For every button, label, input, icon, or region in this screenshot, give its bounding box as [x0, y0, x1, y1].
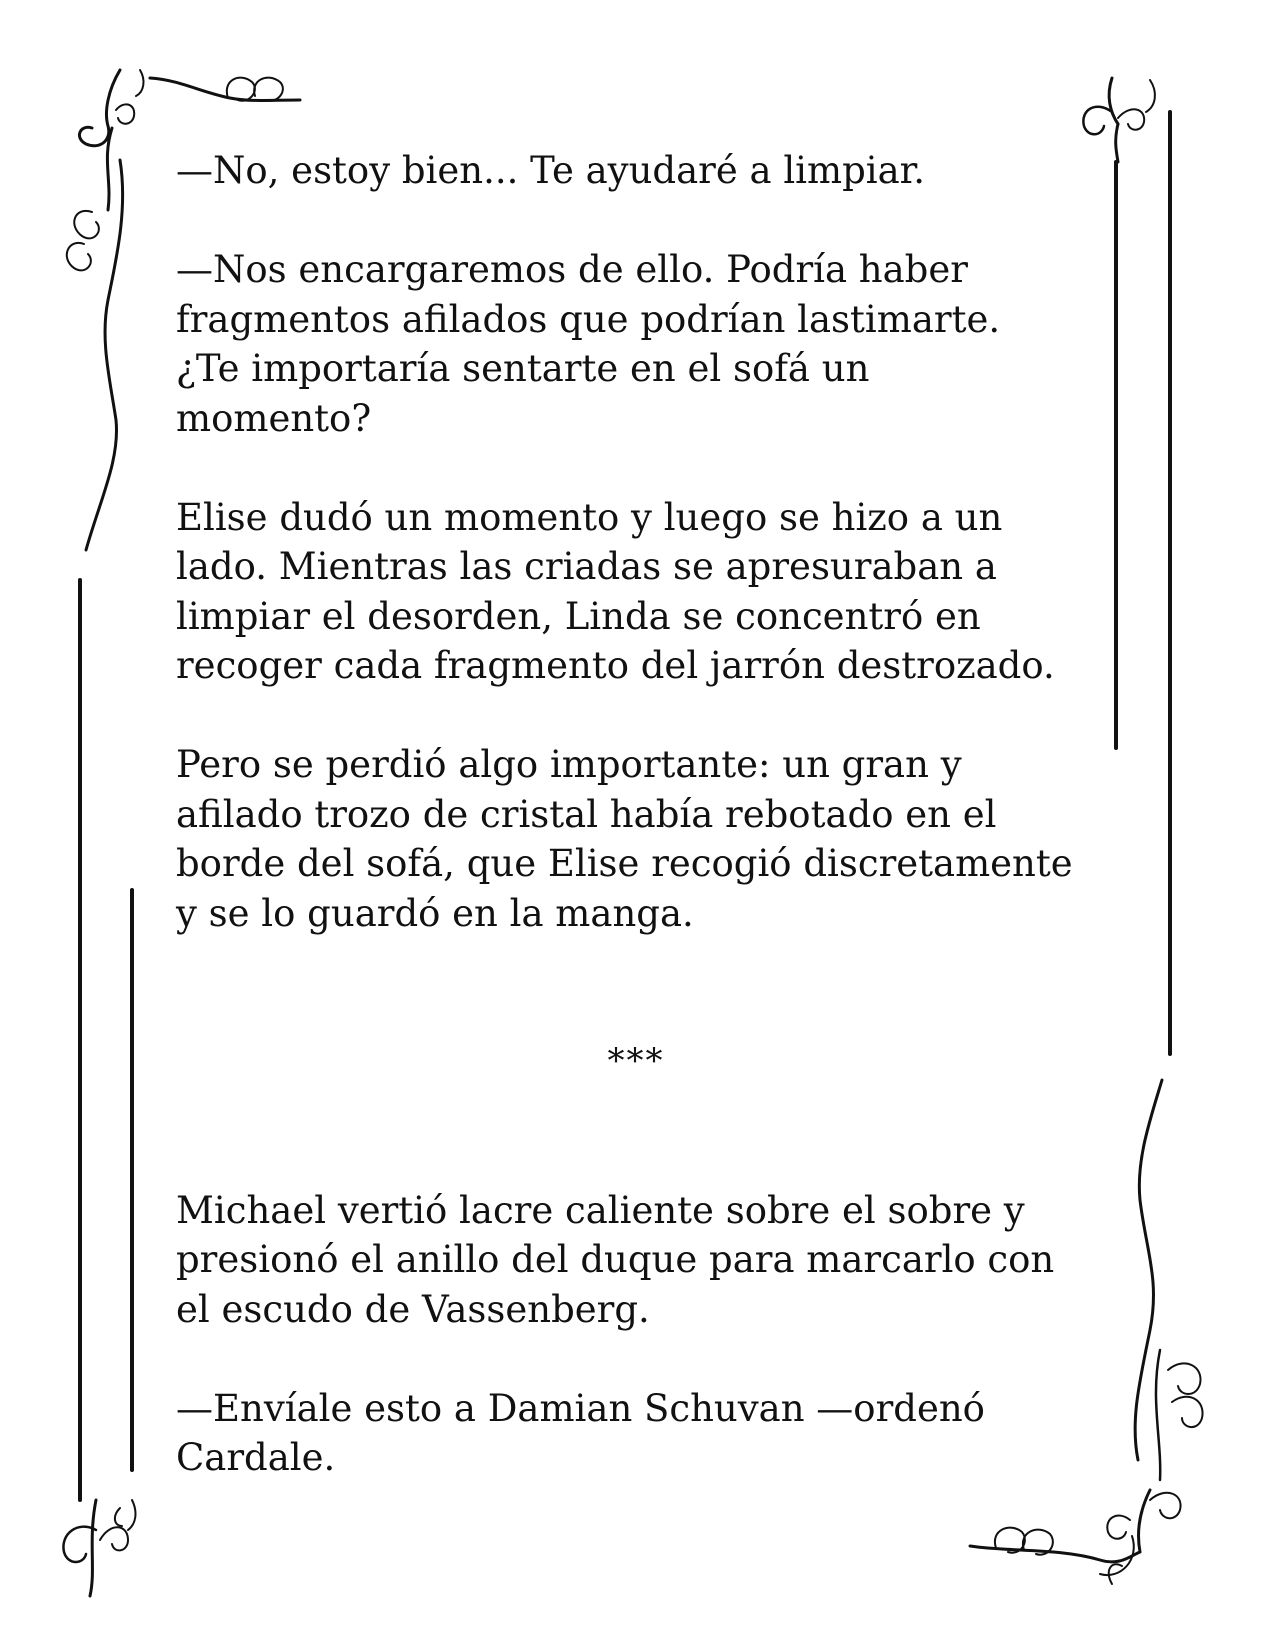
- scene-separator: ***: [607, 1041, 665, 1081]
- paragraph-4-line-3: borde del sofá, que Elise recogió discretamente: [176, 842, 1073, 885]
- paragraph-4-line-2: afilado trozo de cristal había rebotado en el: [176, 792, 997, 836]
- paragraph-5-line-1: Michael vertió lacre caliente sobre el sobre y: [176, 1188, 1025, 1232]
- flourish-bottom-left-icon: [63, 1500, 135, 1596]
- paragraph-3-line-3: limpiar el desorden, Linda se concentró en: [176, 594, 981, 638]
- paragraph-3-line-4: recoger cada fragmento del jarrón destrozado.: [176, 644, 1055, 687]
- paragraph-5-line-3: el escudo de Vassenberg.: [176, 1287, 650, 1331]
- paragraph-2-line-4: momento?: [176, 396, 372, 440]
- paragraph-2-line-3: ¿Te importaría sentarte en el sofá un: [176, 347, 870, 390]
- paragraph-2-line-2: fragmentos afilados que podrían lastimarte.: [176, 297, 1001, 341]
- paragraph-1: —No, estoy bien... Te ayudaré a limpiar.: [176, 149, 926, 192]
- paragraph-4-line-4: y se lo guardó en la manga.: [176, 891, 694, 935]
- paragraph-3-line-2: lado. Mientras las criadas se apresuraban a: [176, 545, 997, 588]
- paragraph-6-line-1: —Envíale esto a Damian Schuvan —ordenó: [176, 1386, 985, 1430]
- paragraph-6-line-2: Cardale.: [176, 1436, 336, 1479]
- paragraph-5-line-2: presionó el anillo del duque para marcarlo con: [176, 1238, 1055, 1281]
- paragraph-2-line-1: —Nos encargaremos de ello. Podría haber: [176, 248, 968, 291]
- paragraph-4-line-1: Pero se perdió algo importante: un gran y: [176, 743, 962, 786]
- paragraph-3-line-1: Elise dudó un momento y luego se hizo a un: [176, 495, 1003, 539]
- story-text: [176, 146, 1096, 1483]
